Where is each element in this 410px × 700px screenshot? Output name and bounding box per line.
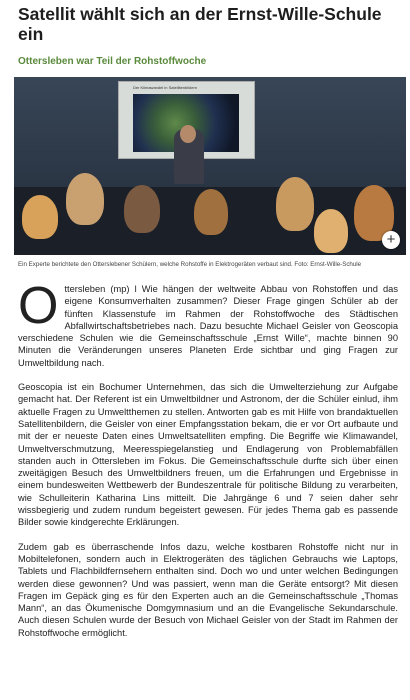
dropcap: O [18,277,59,335]
photo-caption: Ein Experte berichtete den Otterslebener Schülern, welche Rohstoffe in Elektrogeräten verbaut sind. Foto: Ernst-Wille-Schule [18,261,362,268]
student-head [276,177,314,231]
paragraph-1-text: ttersleben (mp) l Wie hängen der weltweite Abbau von Rohstoffen und das eigene Konsumverhalten zusammen? Dieser Frage gingen Schüler ab der fünften Klassenstufe im Rahmen der Rohstoffwoche des Städtischen Abfallwirtschaftsbetriebes nach. Dazu besuchte Michael Geisler von Geoscopia verschiedene Schulen wie die Gemeinschaftsschule „Ernst Wille“, machte binnen 90 Minuten die Veränderungen unseres Planeten Erde sichtbar und ging Fragen zur Umweltbildung nach. [18,284,398,368]
screen-caption: Der Klimawandel in Satellitenbildern [133,85,198,90]
paragraph-1 [18,277,398,369]
paragraph-2: Geoscopia ist ein Bochumer Unternehmen, das sich die Umwelterziehung zur Aufgabe gemacht hat. Der Referent ist ein Umweltbildner und Astronom, der die Schüler einlud, ihm aktuelle Fragen zu Umweltthemen zu stellen. Antworten gab es mit Hilfe von brandaktuellen Satellitenbildern, die Geisler von einer Empfangsstation bekam, die er vor Ort aufbaute und mit der er neueste Daten eines Umweltsatelliten empfing. Die Begriffe wie Klimawandel, Umweltverschmutzung, Meeresspiegelanstieg und Endlagerung von Problemabfällen standen auch in Ottersleben im Fokus. Die Gemeinschaftsschule durfte sich über einen zweitägigen Besuch des Umweltbildners freuen, um die Erfahrungen und Ergebnisse in einem bundesweiten Wettbewerb der Bundeszentrale für politische Bildung zu verarbeiten, wie Schulleiterin Katharina Lins mitteilt. Die Jahrgänge 6 und 7 seien daher sehr wissbegierig und zudem rundum begeistert gewesen. Für jedes Thema gab es passende Bilder sowie kindgerechte Erklärungen. [18,382,398,528]
student-head [124,185,160,233]
subheadline: Ottersleben war Teil der Rohstoffwoche [18,56,207,67]
speaker-head [180,125,196,143]
student-head [314,209,348,253]
paragraph-3: Zudem gab es überraschende Infos dazu, welche kostbaren Rohstoffe nicht nur in Mobiltelefonen, sondern auch in Elektrogeräten des täglichen Gebrauchs wie Laptops, Tablets und Flachbildfernsehern enthalten sind. Doch wo und unter welchen Bedingungen werden diese gewonnen? Und was passiert, wenn man die Geräte entsorgt? Mit diesen Fragen im Gepäck ging es für den Experten auch an die Gemeinschaftsschule „Thomas Mann“, an das Ökumenische Domgymnasium und an die Evangelische Sekundarschule. Auch diesen Schulen wurde der Besuch von Michael Geisler von der Stadt im Rahmen der Rohstoffwoche ermöglicht. [18,541,398,638]
student-head [22,195,58,239]
article-photo[interactable] [14,77,406,255]
headline: Satellit wählt sich an der Ernst-Wille-Schule ein [18,4,382,44]
zoom-icon[interactable]: + [382,231,400,249]
student-head [194,189,228,235]
student-head [66,173,104,225]
